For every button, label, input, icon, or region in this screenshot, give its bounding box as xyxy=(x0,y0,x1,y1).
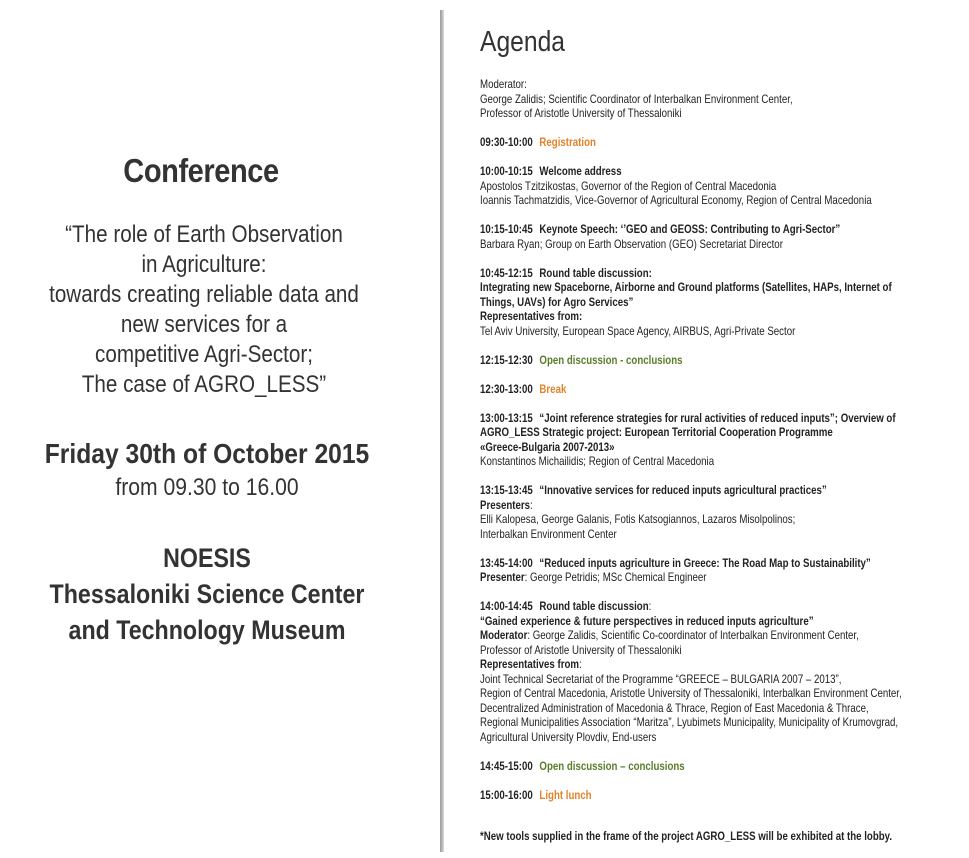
item-line: Region of Central Macedonia, Aristotle University of Thessaloniki, Interbalkan Environment Center, xyxy=(480,687,902,700)
item-line: Konstantinos Michailidis; Region of Central Macedonia xyxy=(480,455,715,468)
venue-line: and Technology Museum xyxy=(68,615,346,645)
agenda-item-1315 xyxy=(480,484,948,542)
agenda-item-open-discussion-1 xyxy=(480,354,948,369)
moderator-text: : George Zalidis, Scientific Co-coordinator of Interbalkan Environment Center, xyxy=(527,629,859,642)
vertical-divider xyxy=(440,10,444,852)
item-title: Welcome address xyxy=(539,165,622,178)
item-title: “Innovative services for reduced inputs agricultural practices” xyxy=(539,484,827,497)
item-line: Elli Kalopesa, George Galanis, Fotis Katsogiannos, Lazaros Misolpolinos; xyxy=(480,513,796,526)
presenters-label: Presenters xyxy=(480,498,531,512)
item-time: 10:15-10:45 xyxy=(480,223,533,236)
item-title: Break xyxy=(539,382,567,396)
item-title: Keynote Speech: ‘’GEO and GEOSS: Contributing to Agri-Sector” xyxy=(539,223,841,236)
item-time: 12:30-13:00 xyxy=(480,382,533,396)
agenda-item-roundtable-1 xyxy=(480,267,948,340)
item-line: Professor of Aristotle University of Thessaloniki xyxy=(480,643,682,657)
conference-time: from 09.30 to 16.00 xyxy=(115,474,299,501)
conference-title: Conference xyxy=(123,152,279,189)
item-line: «Greece-Bulgaria 2007-2013» xyxy=(480,440,615,454)
subtitle-line: towards creating reliable data and xyxy=(49,281,359,308)
moderator-line: Professor of Aristotle University of Thessaloniki xyxy=(480,107,682,120)
item-time: 12:15-12:30 xyxy=(480,353,533,367)
item-line: Regional Municipalities Association “Maritza”, Lyubimets Municipality, Municipality of Krumovgrad, xyxy=(480,716,899,729)
item-line: Decentralized Administration of Macedonia & Thrace, Region of East Macedonia & Thrace, xyxy=(480,701,869,715)
agenda-item-roundtable-2 xyxy=(480,600,948,745)
agenda-list xyxy=(480,78,948,818)
item-time: 14:00-14:45 xyxy=(480,600,533,613)
item-time: 13:45-14:00 xyxy=(480,556,533,570)
item-time: 10:00-10:15 xyxy=(480,165,533,178)
item-line: Barbara Ryan; Group on Earth Observation (GEO) Secretariat Director xyxy=(480,237,783,251)
agenda-item-registration xyxy=(480,136,948,151)
agenda-title: Agenda xyxy=(480,26,565,58)
item-line: Representatives from: xyxy=(480,310,583,323)
item-time: 14:45-15:00 xyxy=(480,759,533,773)
item-line: Tel Aviv University, European Space Agency, AIRBUS, Agri-Private Sector xyxy=(480,324,796,338)
item-time: 10:45-12:15 xyxy=(480,266,533,280)
agenda-item-open-discussion-2 xyxy=(480,760,948,775)
item-line: Integrating new Spaceborne, Airborne and Ground platforms (Satellites, HAPs, Internet of xyxy=(480,281,892,294)
agenda-item-keynote xyxy=(480,223,948,252)
item-title: Light lunch xyxy=(539,788,592,802)
agenda-moderator xyxy=(480,78,948,122)
conference-subtitle xyxy=(29,220,380,400)
conference-venue xyxy=(29,540,385,648)
item-line: Ioannis Tachmatzidis, Vice-Governor of Agricultural Economy, Region of Central Macedonia xyxy=(480,194,872,207)
item-time: 13:15-13:45 xyxy=(480,484,533,497)
subtitle-line: new services for a xyxy=(120,311,288,338)
item-title: Registration xyxy=(539,136,596,149)
item-title: “Reduced inputs agriculture in Greece: The Road Map to Sustainability” xyxy=(539,556,871,570)
presenter-text: : George Petridis; MSc Chemical Engineer xyxy=(524,571,707,584)
item-line: Joint Technical Secretariat of the Programme “GREECE – BULGARIA 2007 – 2013”, xyxy=(480,672,842,686)
item-time: 09:30-10:00 xyxy=(480,136,533,149)
item-title: “Joint reference strategies for rural activities of reduced inputs”; Overview of xyxy=(539,411,896,425)
item-title: Round table discussion: xyxy=(539,266,652,280)
presenters-colon: : xyxy=(530,498,533,512)
item-line: Apostolos Tzitzikostas, Governor of the Region of Central Macedonia xyxy=(480,179,777,193)
subtitle-line: “The role of Earth Observation xyxy=(65,221,343,248)
item-title-colon: : xyxy=(648,600,652,613)
presenter-label: Presenter xyxy=(480,571,525,584)
agenda-panel xyxy=(480,0,960,858)
item-line: Things, UAVs) for Agro Services” xyxy=(480,295,634,309)
item-topic: “Gained experience & future perspectives in reduced inputs agriculture” xyxy=(480,614,814,628)
subtitle-line: competitive Agri-Sector; xyxy=(95,341,313,368)
reps-colon: : xyxy=(578,658,582,671)
moderator-line: George Zalidis; Scientific Coordinator of Interbalkan Environment Center, xyxy=(480,92,793,106)
conference-date: Friday 30th of October 2015 xyxy=(44,438,370,469)
item-line: Interbalkan Environment Center xyxy=(480,527,617,541)
venue-line: Thessaloniki Science Center xyxy=(49,579,365,609)
item-time: 15:00-16:00 xyxy=(480,788,533,802)
subtitle-line: in Agriculture: xyxy=(141,251,267,278)
conference-panel xyxy=(0,0,440,858)
agenda-footnote: *New tools supplied in the frame of the project AGRO_LESS will be exhibited at the lobby. xyxy=(480,830,893,843)
item-title: Open discussion - conclusions xyxy=(539,353,683,367)
reps-label: Representatives from xyxy=(480,658,579,671)
item-time: 13:00-13:15 xyxy=(480,411,533,425)
agenda-item-break xyxy=(480,383,948,398)
moderator-label: Moderator xyxy=(480,629,528,642)
agenda-item-1300 xyxy=(480,412,948,470)
item-line: Agricultural University Plovdiv, End-users xyxy=(480,730,657,744)
item-title: Open discussion – conclusions xyxy=(539,759,685,773)
item-line: AGRO_LESS Strategic project: European Territorial Cooperation Programme xyxy=(480,426,833,439)
agenda-item-lunch xyxy=(480,789,948,804)
agenda-item-welcome xyxy=(480,165,948,209)
agenda-item-1345 xyxy=(480,557,948,586)
moderator-label: Moderator: xyxy=(480,78,527,91)
subtitle-line: The case of AGRO_LESS” xyxy=(81,371,327,398)
item-title: Round table discussion xyxy=(539,600,649,613)
venue-line: NOESIS xyxy=(163,543,251,573)
